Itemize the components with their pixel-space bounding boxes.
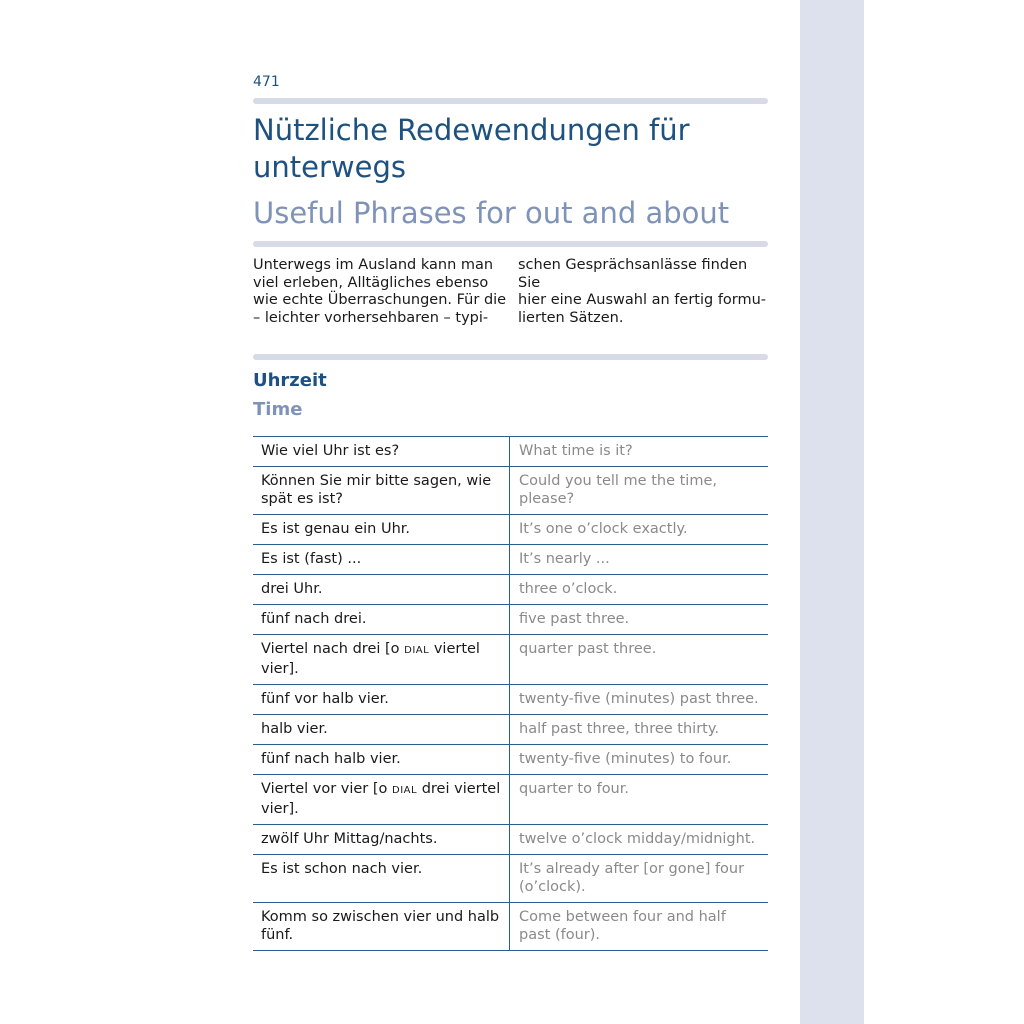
table-row: [253, 515, 768, 545]
phrase-german: drei Uhr.: [253, 575, 510, 605]
table-row: [253, 467, 768, 515]
phrase-german: zwölf Uhr Mittag/nachts.: [253, 825, 510, 855]
phrase-german: fünf vor halb vier.: [253, 685, 510, 715]
phrase-english: twelve o’clock midday/midnight.: [510, 825, 769, 855]
table-row: [253, 685, 768, 715]
phrase-german: fünf nach halb vier.: [253, 745, 510, 775]
phrase-german: Wie viel Uhr ist es?: [253, 437, 510, 467]
phrase-english: Could you tell me the time, please?: [510, 467, 769, 515]
table-row: [253, 825, 768, 855]
section-heading-german: Uhrzeit: [253, 370, 327, 391]
phrase-english: It’s nearly ...: [510, 545, 769, 575]
section-heading-english: Time: [253, 399, 303, 420]
phrase-german: halb vier.: [253, 715, 510, 745]
page-title-english: Useful Phrases for out and about: [253, 196, 730, 230]
phrase-english: twenty-five (minutes) to four.: [510, 745, 769, 775]
phrase-german: [253, 635, 510, 685]
phrase-german: fünf nach drei.: [253, 605, 510, 635]
phrase-german: Es ist genau ein Uhr.: [253, 515, 510, 545]
table-row: [253, 635, 768, 685]
side-margin-strip: [800, 0, 864, 1024]
page-title-german: Nützliche Redewendungen für unterwegs: [253, 113, 690, 184]
phrase-german: [253, 775, 510, 825]
phrase-german: Es ist schon nach vier.: [253, 855, 510, 903]
phrase-german: Können Sie mir bitte sagen, wie spät es ist?: [253, 467, 510, 515]
table-row: [253, 775, 768, 825]
phrase-english: quarter past three.: [510, 635, 769, 685]
table-row: [253, 545, 768, 575]
phrase-german: Es ist (fast) ...: [253, 545, 510, 575]
table-row: [253, 903, 768, 951]
table-row: [253, 437, 768, 467]
page-number: 471: [253, 74, 280, 90]
phrase-english: What time is it?: [510, 437, 769, 467]
dialect-tag: DIAL: [392, 785, 418, 796]
phrase-german-part: Viertel nach drei [o: [261, 641, 405, 657]
phrase-english: half past three, three thirty.: [510, 715, 769, 745]
phrase-english: It’s one o’clock exactly.: [510, 515, 769, 545]
phrase-english: quarter to four.: [510, 775, 769, 825]
phrase-english: three o’clock.: [510, 575, 769, 605]
divider-bar: [253, 98, 768, 104]
intro-column-2: schen Gesprächsanlässe finden Sie hier eine Auswahl an fertig formu- lierten Sätzen.: [518, 257, 767, 326]
table-row: [253, 605, 768, 635]
phrase-german-part: drei viertel vier].: [261, 781, 501, 817]
intro-column-1: Unterwegs im Ausland kann man viel erleben, Alltägliches ebenso wie echte Überraschungen. Für die – leichter vorhersehbaren – typi-: [253, 257, 507, 326]
table-row: [253, 575, 768, 605]
phrase-english: Come between four and half past (four).: [510, 903, 769, 951]
phrase-english: twenty-five (minutes) past three.: [510, 685, 769, 715]
phrase-german-part: Viertel vor vier [o: [261, 781, 393, 797]
phrase-english: five past three.: [510, 605, 769, 635]
dialect-tag: DIAL: [404, 645, 430, 656]
table-row: [253, 855, 768, 903]
phrase-english: It’s already after [or gone] four (o’clock).: [510, 855, 769, 903]
table-row: [253, 745, 768, 775]
phrase-german: Komm so zwischen vier und halb fünf.: [253, 903, 510, 951]
phrase-table: [253, 436, 768, 951]
table-row: [253, 715, 768, 745]
divider-bar: [253, 354, 768, 360]
divider-bar: [253, 241, 768, 247]
phrase-german-part: viertel vier].: [261, 641, 480, 677]
